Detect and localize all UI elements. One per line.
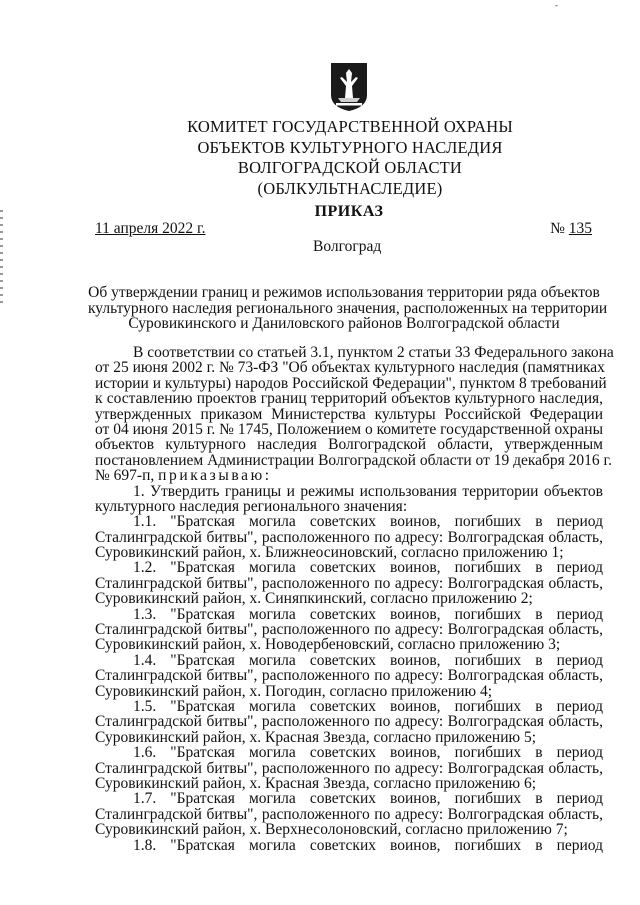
subject-line: Об утверждении границ и режимов использования территории ряда объектов bbox=[88, 284, 600, 301]
subitem-1-4-line: 1.4. "Братская могила советских воинов, погибших в период bbox=[133, 651, 603, 669]
preamble-line: В соответствии со статьей 3.1, пунктом 2 статьи 33 Федерального закона bbox=[133, 344, 614, 361]
subitem-1-2-line: Сталинградской битвы", расположенного по адресу: Волгоградская область, bbox=[95, 574, 603, 592]
subitem-1-4-line: Сталинградской битвы", расположенного по адресу: Волгоградская область, bbox=[95, 667, 603, 685]
subitem-1-3-line: Сталинградской битвы", расположенного по адресу: Волгоградская область, bbox=[95, 621, 603, 639]
preamble-line: объектов культурного наследия Волгоградской области, утвержденным bbox=[95, 436, 603, 454]
subitem-1-5-line: 1.5. "Братская могила советских воинов, погибших в период bbox=[133, 697, 603, 715]
subject-line: культурного наследия регионального значения, расположенных на территории bbox=[88, 299, 608, 317]
preamble-line: от 04 июня 2015 г. № 1745, Положением о комитете государственной охраны bbox=[95, 420, 603, 438]
number-label: № bbox=[550, 220, 565, 237]
preamble-line: постановлением Администрации Волгоградской области от 19 декабря 2016 г. bbox=[95, 451, 613, 469]
corner-mark: - bbox=[555, 0, 558, 10]
item-1-line: 1. Утвердить границы и режимы использования территории объектов bbox=[133, 482, 603, 500]
subitem-1-5-line: Суровикинский район, х. Красная Звезда, согласно приложению 5; bbox=[95, 728, 537, 746]
org-line: ВОЛГОГРАДСКОЙ ОБЛАСТИ bbox=[237, 158, 463, 177]
item-1-line: культурного наследия регионального значения: bbox=[95, 497, 408, 515]
document-date: 11 апреля 2022 г. bbox=[95, 220, 206, 237]
subject-line: Суровикинского и Даниловского районов Волгоградской области bbox=[128, 315, 560, 332]
subitem-1-4-line: Суровикинский район, х. Погодин, согласно приложению 4; bbox=[95, 682, 493, 700]
preamble-line: от 25 июня 2002 г. № 73-ФЗ "Об объектах культурного наследия (памятниках bbox=[95, 359, 605, 377]
document-number bbox=[550, 220, 592, 238]
preamble-last-line bbox=[95, 468, 603, 483]
org-line: (ОБЛКУЛЬТНАСЛЕДИЕ) bbox=[257, 178, 443, 198]
subitem-1-6-line: 1.6. "Братская могила советских воинов, погибших в период bbox=[133, 744, 603, 762]
volgograd-emblem-icon bbox=[330, 62, 368, 112]
subitem-1-3-line: 1.3. "Братская могила советских воинов, погибших в период bbox=[133, 605, 603, 623]
org-line: ОБЪЕКТОВ КУЛЬТУРНОГО НАСЛЕДИЯ bbox=[197, 137, 503, 157]
subitem-1-7-line: 1.7. "Братская могила советских воинов, погибших в период bbox=[133, 790, 603, 808]
subitem-1-6-line: Сталинградской битвы", расположенного по адресу: Волгоградская область, bbox=[95, 759, 603, 777]
number-value: 135 bbox=[568, 220, 592, 237]
preamble-line: утвержденных приказом Министерства культуры Российской Федерации bbox=[95, 405, 603, 423]
scan-margin-marks bbox=[0, 210, 3, 305]
document-city: Волгоград bbox=[313, 238, 382, 255]
subitem-1-2-line: Суровикинский район, х. Синяпкинский, согласно приложению 2; bbox=[95, 590, 533, 608]
subitem-1-1-line: Суровикинский район, х. Ближнеосиновский, согласно приложению 1; bbox=[95, 544, 564, 562]
subitem-1-7-line: Сталинградской битвы", расположенного по адресу: Волгоградская область, bbox=[95, 805, 603, 823]
document-subject bbox=[88, 284, 608, 332]
subitem-1-2-line: 1.2. "Братская могила советских воинов, погибших в период bbox=[133, 559, 603, 577]
document-body bbox=[95, 344, 614, 854]
subitem-1-7-line: Суровикинский район, х. Верхнесолоновский, согласно приложению 7; bbox=[95, 821, 568, 839]
org-line: КОМИТЕТ ГОСУДАРСТВЕННОЙ ОХРАНЫ bbox=[187, 117, 513, 136]
subitem-1-6-line: Суровикинский район, х. Красная Звезда, согласно приложению 6; bbox=[95, 774, 537, 792]
subitem-1-8-line: 1.8. "Братская могила советских воинов, погибших в период bbox=[133, 836, 603, 854]
preamble-line: к составлению проектов границ территорий объектов культурного наследия, bbox=[95, 390, 603, 408]
subitem-1-5-line: Сталинградской битвы", расположенного по адресу: Волгоградская область, bbox=[95, 713, 603, 731]
subitem-1-1-line: Сталинградской битвы", расположенного по адресу: Волгоградская область, bbox=[95, 528, 603, 546]
document-type-title: ПРИКАЗ bbox=[314, 203, 384, 220]
order-number-ref: № 697-п, bbox=[95, 467, 159, 485]
organization-name bbox=[140, 117, 560, 199]
subitem-1-1-line: 1.1. "Братская могила советских воинов, погибших в период bbox=[133, 513, 603, 531]
preamble-line: истории и культуры) народов Российской Федерации", пунктом 8 требований bbox=[95, 374, 607, 392]
order-command: приказываю: bbox=[158, 467, 272, 485]
subitem-1-3-line: Суровикинский район, х. Новодербеновский, согласно приложению 3; bbox=[95, 636, 561, 654]
